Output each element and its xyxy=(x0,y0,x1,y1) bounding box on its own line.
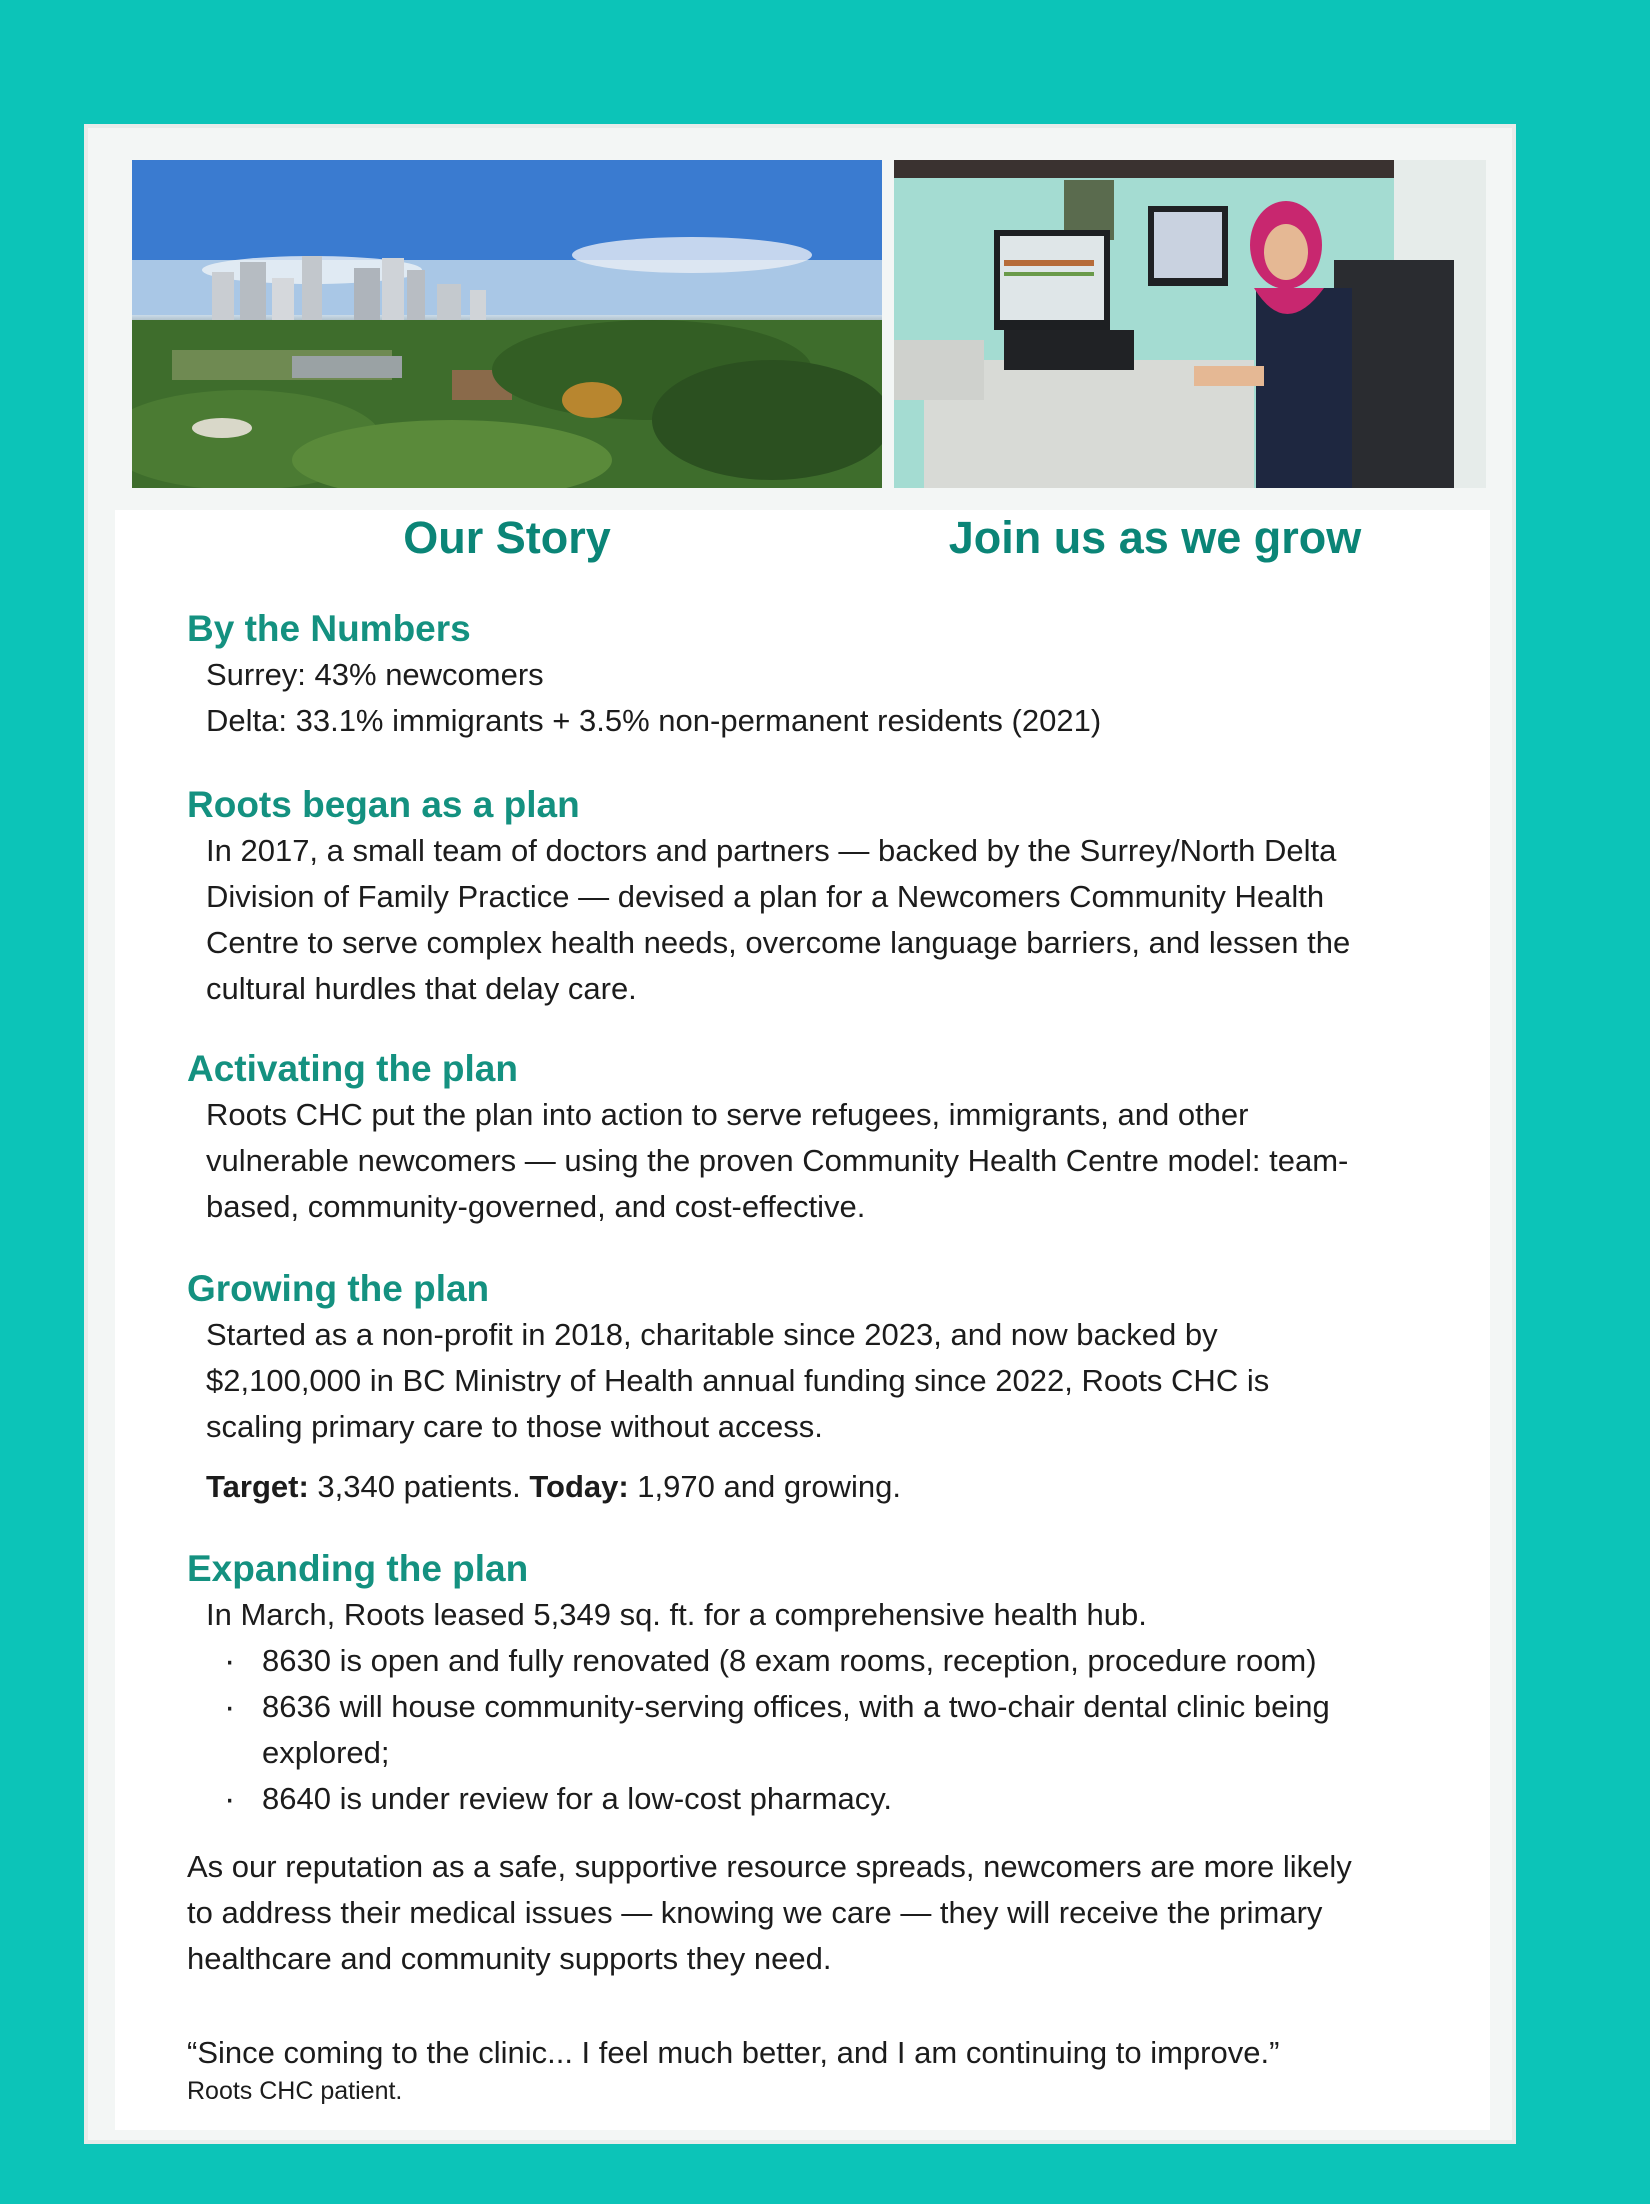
target-label: Target: xyxy=(206,1469,309,1504)
body-line: healthcare and community supports they need. xyxy=(187,1941,832,1976)
section-activating xyxy=(187,1046,1348,1230)
target-value: 3,340 patients. xyxy=(308,1469,530,1504)
quote-attribution: Roots CHC patient. xyxy=(187,2077,403,2105)
section-title: By the Numbers xyxy=(187,608,471,649)
body-line: $2,100,000 in BC Ministry of Health annual funding since 2022, Roots CHC is xyxy=(206,1363,1270,1398)
section-body xyxy=(206,1592,1442,1822)
list-item: · 8630 is open and fully renovated (8 exam rooms, reception, procedure room) xyxy=(206,1638,1442,1684)
city-skyline-photo xyxy=(132,160,882,488)
stat-line: Surrey: 43% newcomers xyxy=(206,657,544,692)
section-title: Roots began as a plan xyxy=(187,784,580,825)
our-story-heading: Our Story xyxy=(403,512,611,563)
body-line: vulnerable newcomers — using the proven Community Health Centre model: team- xyxy=(206,1143,1349,1178)
section-by-the-numbers xyxy=(187,606,1101,744)
today-label: Today: xyxy=(529,1469,629,1504)
body-line: to address their medical issues — knowing we care — they will receive the primary xyxy=(187,1895,1323,1930)
section-body xyxy=(206,828,1350,1012)
section-title: Activating the plan xyxy=(187,1048,518,1089)
target-line xyxy=(206,1464,1269,1510)
expansion-list xyxy=(206,1638,1442,1822)
body-line: As our reputation as a safe, supportive resource spreads, newcomers are more likely xyxy=(187,1849,1352,1884)
section-expanding xyxy=(187,1546,1442,1822)
body-line: Centre to serve complex health needs, overcome language barriers, and lessen the xyxy=(206,925,1351,960)
section-body xyxy=(206,652,1101,744)
body-line: Started as a non-profit in 2018, charitable since 2023, and now backed by xyxy=(206,1317,1218,1352)
body-line: based, community-governed, and cost-effective. xyxy=(206,1189,866,1224)
closing-paragraph xyxy=(187,1844,1477,1982)
body-line: Roots CHC put the plan into action to serve refugees, immigrants, and other xyxy=(206,1097,1249,1132)
clinician-at-desk-photo xyxy=(894,160,1486,488)
body-line: Division of Family Practice — devised a plan for a Newcomers Community Health xyxy=(206,879,1325,914)
join-us-heading: Join us as we grow xyxy=(948,512,1362,563)
section-growing xyxy=(187,1266,1269,1510)
today-value: 1,970 and growing. xyxy=(628,1469,901,1504)
section-body xyxy=(206,1312,1269,1510)
list-item: · 8640 is under review for a low-cost pharmacy. xyxy=(206,1776,1442,1822)
body-line: cultural hurdles that delay care. xyxy=(206,971,637,1006)
body-line: In 2017, a small team of doctors and partners — backed by the Surrey/North Delta xyxy=(206,833,1337,868)
section-body xyxy=(206,1092,1348,1230)
section-roots-began xyxy=(187,782,1350,1012)
stat-line: Delta: 33.1% immigrants + 3.5% non-permanent residents (2021) xyxy=(206,703,1102,738)
body-line: scaling primary care to those without access. xyxy=(206,1409,823,1444)
section-title: Growing the plan xyxy=(187,1268,490,1309)
patient-quote: “Since coming to the clinic... I feel much better, and I am continuing to improve.” xyxy=(187,2035,1280,2070)
section-title: Expanding the plan xyxy=(187,1548,529,1589)
body-line: In March, Roots leased 5,349 sq. ft. for a comprehensive health hub. xyxy=(206,1597,1147,1632)
list-item: · 8636 will house community-serving offices, with a two-chair dental clinic being explored; xyxy=(206,1684,1442,1776)
